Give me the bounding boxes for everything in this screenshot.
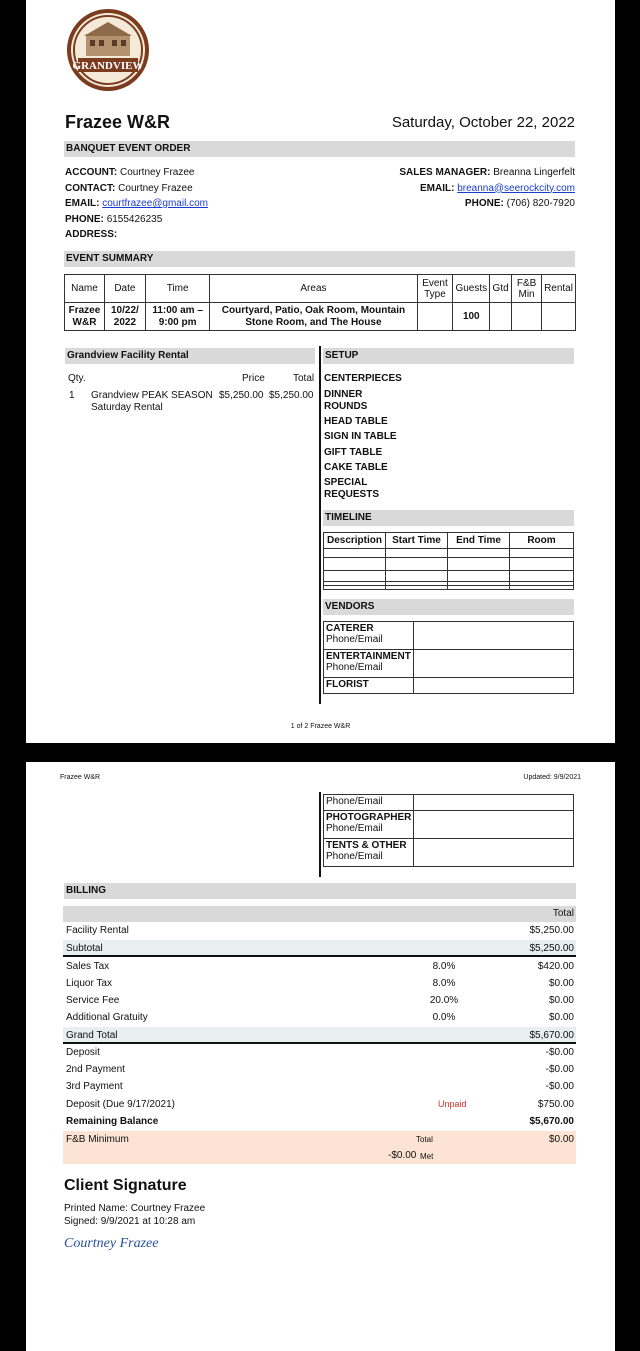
summary-cell (512, 303, 542, 331)
vendors-table (323, 621, 574, 694)
summary-header: Areas (210, 275, 417, 303)
summary-header: Date (104, 275, 145, 303)
setup-item: DINNER ROUNDS (324, 389, 368, 412)
sm-email-link[interactable]: breanna@seerockcity.com (457, 182, 575, 194)
summary-header: F&B Min (512, 275, 542, 303)
timeline-table (323, 532, 574, 590)
summary-cell: 100 (453, 303, 490, 331)
phone-value: 6155426235 (106, 213, 163, 225)
timeline-header: Description (324, 533, 386, 549)
billing-rate: 8.0% (432, 978, 456, 989)
billing-label: Subtotal (66, 943, 103, 954)
grandview-logo (66, 8, 150, 92)
billing-rate: 0.0% (432, 1012, 456, 1023)
timeline-header: Start Time (386, 533, 448, 549)
contact-label: CONTACT: (65, 182, 116, 194)
billing-rate: 20.0% (429, 995, 459, 1006)
timeline-header: End Time (448, 533, 510, 549)
billing-row (63, 1009, 576, 1026)
fb-met-label: Met (420, 1152, 434, 1161)
event-date: Saturday, October 22, 2022 (391, 114, 575, 131)
billing-label: Additional Gratuity (66, 1012, 148, 1023)
sales-manager-label: SALES MANAGER: (399, 167, 491, 178)
billing-row-grand-total (63, 1027, 576, 1044)
address-label: ADDRESS: (65, 229, 118, 240)
account-label: ACCOUNT: (65, 167, 118, 178)
signature-signed: Signed: 9/9/2021 at 10:28 am (64, 1216, 196, 1227)
billing-value: $5,670.00 (529, 1116, 574, 1127)
sales-manager-block (399, 165, 575, 212)
billing-label: Service Fee (66, 995, 120, 1006)
event-summary-bar: EVENT SUMMARY (64, 251, 575, 267)
summary-header: Guests (453, 275, 490, 303)
summary-cell (490, 303, 512, 331)
contact-value: Courtney Frazee (118, 182, 193, 194)
billing-header-bg (63, 906, 576, 922)
billing-label: Remaining Balance (66, 1116, 159, 1127)
timeline-header: Room (510, 533, 574, 549)
phone-label: PHONE: (65, 213, 104, 225)
rental-qty: 1 (69, 390, 75, 401)
fb-total-label: Total (416, 1135, 433, 1144)
account-line (65, 165, 208, 243)
timeline-bar: TIMELINE (323, 510, 574, 526)
vendor-name: TENTS & OTHER (326, 840, 407, 851)
billing-row (63, 992, 576, 1009)
summary-cell: Courtyard, Patio, Oak Room, Mountain Stone Room, and The House (210, 303, 417, 331)
billing-label: Sales Tax (66, 961, 110, 972)
billing-label: Facility Rental (66, 925, 129, 936)
billing-value: -$0.00 (545, 1047, 574, 1058)
billing-value: $420.00 (537, 961, 574, 972)
billing-row (63, 922, 576, 939)
summary-cell (542, 303, 576, 331)
column-divider (319, 346, 321, 704)
vendor-name: FLORIST (326, 679, 369, 690)
vendor-phone-label: Phone/Email (326, 851, 383, 862)
billing-row (63, 1061, 576, 1078)
billing-row (63, 958, 576, 975)
timeline-row (324, 586, 574, 590)
billing-value: $5,670.00 (529, 1030, 574, 1041)
setup-item: SPECIAL REQUESTS (324, 477, 380, 500)
sales-manager-value: Breanna Lingerfelt (493, 167, 575, 178)
sm-phone-label: PHONE: (464, 198, 504, 209)
email-label: EMAIL: (65, 198, 100, 209)
signature-title: Client Signature (64, 1177, 187, 1194)
setup-item: GIFT TABLE (324, 447, 383, 458)
billing-value: $750.00 (537, 1099, 574, 1110)
timeline-row (324, 571, 574, 582)
rental-price-header: Price (242, 373, 265, 384)
billing-label: Liquor Tax (66, 978, 112, 989)
timeline-row (324, 558, 574, 571)
event-summary-table (64, 274, 576, 331)
vendor-name: PHOTOGRAPHER (326, 812, 412, 823)
rental-item: Grandview PEAK SEASON Saturday Rental (91, 390, 213, 413)
summary-cell: 10/22/ 2022 (104, 303, 145, 331)
setup-item: HEAD TABLE (324, 416, 388, 427)
account-value: Courtney Frazee (120, 167, 195, 178)
logo-text: GRANDVIEW (72, 60, 144, 72)
signature-script: Courtney Frazee (64, 1236, 159, 1251)
billing-value: -$0.00 (545, 1081, 574, 1092)
summary-cell: Frazee W&R (65, 303, 105, 331)
vendor-phone-label: Phone/Email (326, 823, 383, 834)
billing-value: $0.00 (548, 1012, 574, 1023)
summary-header: Rental (542, 275, 576, 303)
summary-header: Gtd (490, 275, 512, 303)
vendors-bar: VENDORS (323, 599, 574, 615)
billing-value: $5,250.00 (529, 925, 574, 936)
summary-header: Time (145, 275, 210, 303)
billing-row (63, 1044, 576, 1061)
page2-header-right: Updated: 9/9/2021 (523, 774, 581, 781)
page-1 (26, 0, 615, 743)
fb-met-value: -$0.00 (388, 1150, 417, 1161)
vendor-phone-label: Phone/Email (326, 796, 383, 807)
setup-bar: SETUP (323, 348, 574, 364)
billing-value: -$0.00 (545, 1064, 574, 1075)
unpaid-badge: Unpaid (438, 1099, 467, 1109)
summary-header: Event Type (417, 275, 453, 303)
signature-printed: Printed Name: Courtney Frazee (64, 1203, 206, 1214)
billing-row (63, 975, 576, 992)
rental-price: $5,250.00 (219, 390, 264, 401)
billing-row (63, 1096, 576, 1113)
event-name: Frazee W&R (65, 112, 171, 132)
billing-row-subtotal (63, 940, 576, 957)
vendors-table-continued (323, 794, 574, 867)
billing-label: Deposit (66, 1047, 100, 1058)
summary-cell (417, 303, 453, 331)
vendor-name: CATERER (326, 623, 374, 634)
billing-label: 2nd Payment (66, 1064, 125, 1075)
billing-row (63, 1078, 576, 1095)
rental-qty-header: Qty. (68, 373, 86, 384)
beo-title-bar: BANQUET EVENT ORDER (64, 141, 575, 157)
setup-item: SIGN IN TABLE (324, 431, 397, 442)
fb-minimum-label: F&B Minimum (66, 1134, 129, 1145)
email-link[interactable]: courtfrazee@gmail.com (102, 198, 208, 209)
page2-header-left: Frazee W&R (60, 774, 101, 781)
billing-value: $0.00 (548, 978, 574, 989)
billing-value: $0.00 (548, 995, 574, 1006)
fb-minimum-block (63, 1131, 576, 1164)
sm-phone-value: (706) 820-7920 (506, 198, 575, 209)
vendor-phone-label: Phone/Email (326, 634, 383, 645)
billing-label: Grand Total (66, 1030, 118, 1041)
billing-row-remaining (63, 1113, 576, 1130)
page-footer: 1 of 2 Frazee W&R (290, 723, 351, 730)
setup-item: CENTERPIECES (324, 373, 402, 384)
timeline-row (324, 549, 574, 558)
summary-row (65, 303, 576, 331)
fb-minimum-value: $0.00 (548, 1134, 574, 1145)
summary-header: Name (65, 275, 105, 303)
billing-total-header: Total (552, 908, 574, 919)
rental-total: $5,250.00 (269, 390, 314, 401)
billing-bar: BILLING (64, 883, 576, 899)
page-2 (26, 762, 615, 1351)
billing-label: Deposit (Due 9/17/2021) (66, 1099, 175, 1110)
sm-email-label: EMAIL: (419, 182, 455, 194)
setup-item: CAKE TABLE (324, 462, 388, 473)
billing-label: 3rd Payment (66, 1081, 123, 1092)
summary-cell: 11:00 am – 9:00 pm (145, 303, 210, 331)
billing-rate: 8.0% (432, 961, 456, 972)
facility-rental-bar: Grandview Facility Rental (65, 348, 315, 364)
column-divider (319, 792, 321, 877)
billing-value: $5,250.00 (529, 943, 574, 954)
rental-total-header: Total (293, 373, 315, 384)
vendor-phone-label: Phone/Email (326, 662, 383, 673)
vendor-name: ENTERTAINMENT (326, 651, 411, 662)
